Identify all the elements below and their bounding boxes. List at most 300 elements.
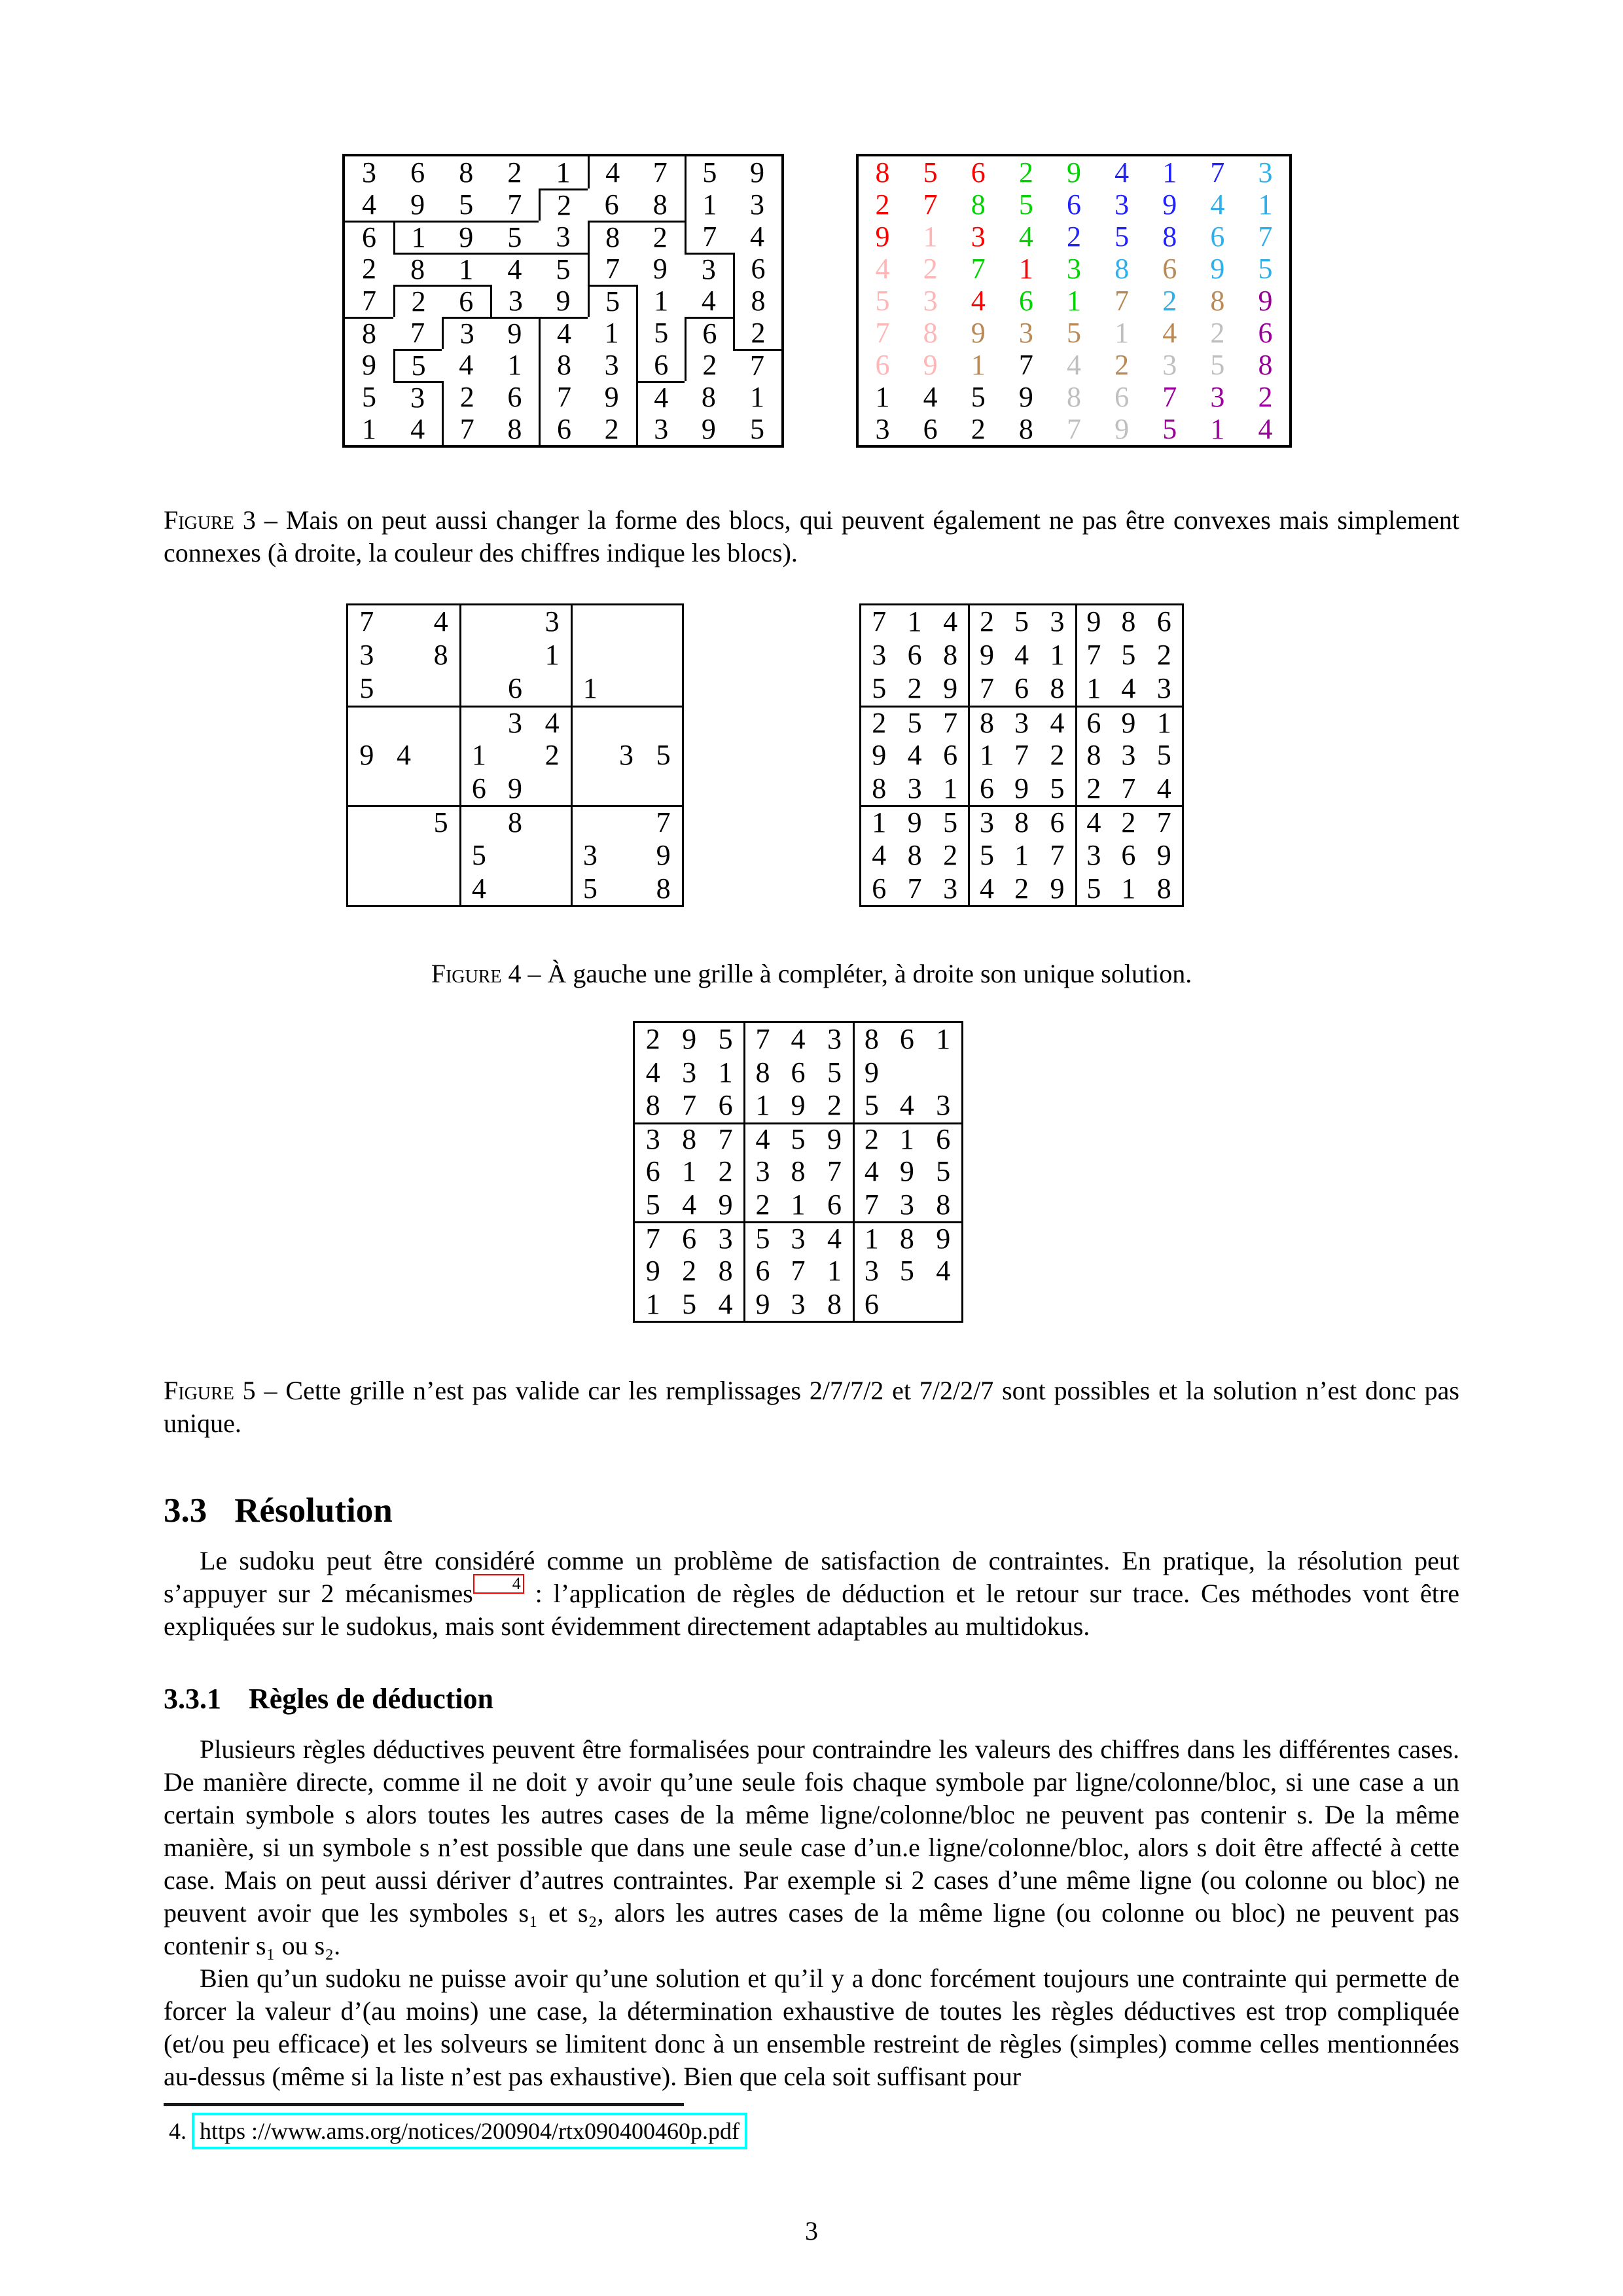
sudoku-cell: 5 [971,380,986,413]
sudoku-cell: 7 [645,805,682,838]
sudoku-cell: 7 [933,706,968,739]
sudoku-cell: 2 [645,1023,660,1056]
sudoku-cell: 9 [442,221,490,253]
sudoku-cell: 1 [507,348,522,381]
sudoku-cell: 5 [780,1122,816,1156]
sudoku-cell: 6 [1115,380,1130,413]
sudoku-cell [608,772,645,805]
footnote-4-link[interactable]: https ://www.ams.org/notices/200904/rtx090400460p.pdf [192,2113,747,2149]
sudoku-cell: 3 [359,639,374,672]
sudoku-cell: 1 [362,412,377,445]
sudoku-cell: 9 [749,156,764,188]
sudoku-cell: 3 [875,412,890,445]
sudoku-cell: 4 [588,156,636,188]
sudoku-cell: 7 [1147,805,1182,838]
sudoku-cell: 7 [707,1122,743,1156]
sudoku-cell: 7 [1050,838,1065,871]
sudoku-cell: 2 [827,1089,842,1122]
figure4-caption-text: À gauche une grille à compléter, à droite son unique solution. [547,959,1192,988]
section-3-3-1-heading [164,1682,493,1715]
sudoku-cell: 4 [396,738,411,771]
sudoku-cell: 1 [861,805,897,838]
sudoku-cell: 8 [968,706,1003,739]
sudoku-cell: 6 [1162,252,1177,285]
sudoku-cell: 1 [1018,252,1033,285]
sudoku-cell [608,872,645,905]
sudoku-cell: 5 [1075,872,1111,905]
figure5-caption-separator: – [264,1376,277,1405]
sudoku-cell: 5 [743,1221,779,1255]
sudoku-cell: 1 [1014,838,1029,871]
sudoku-cell: 6 [1075,706,1111,739]
sudoku-cell: 8 [701,380,716,413]
sudoku-cell: 1 [636,285,685,317]
sudoku-cell: 9 [1162,188,1177,221]
sudoku-cell: 9 [923,348,938,381]
figure3-irregular-blocks-grid [342,154,784,448]
sudoku-cell: 5 [459,838,497,872]
sudoku-cell: 4 [743,1122,779,1156]
sudoku-cell: 9 [604,380,619,413]
sudoku-cell: 5 [645,1189,660,1221]
sudoku-cell [925,1056,961,1090]
sudoku-cell: 6 [733,253,781,285]
sudoku-cell: 5 [1210,348,1225,381]
sudoku-cell: 4 [533,706,571,739]
sudoku-cell: 9 [645,1255,660,1287]
sudoku-cell: 8 [656,872,671,905]
sudoku-cell: 4 [816,1221,852,1255]
sudoku-cell: 3 [853,1255,889,1288]
sudoku-cell: 1 [875,380,890,413]
sudoku-cell: 9 [1210,252,1225,285]
sudoku-cell: 9 [875,220,890,253]
sudoku-cell: 5 [1258,252,1273,285]
sudoku-cell: 1 [827,1255,842,1287]
sudoku-cell: 7 [1115,284,1130,317]
sudoku-cell: 8 [1121,605,1136,638]
sudoku-cell: 8 [1156,872,1171,905]
sudoku-cell [385,872,423,905]
sudoku-cell: 8 [588,221,636,253]
sudoku-cell: 2 [1111,805,1146,838]
sudoku-cell: 8 [1050,672,1065,705]
sudoku-cell [459,672,497,706]
sudoku-cell: 1 [1066,284,1081,317]
sudoku-cell: 9 [490,317,539,349]
sudoku-cell: 8 [907,838,922,871]
sudoku-cell [608,639,645,672]
sudoku-cell: 2 [853,1122,889,1156]
sudoku-cell: 6 [345,221,393,253]
sudoku-cell: 5 [1115,220,1130,253]
footnote-4-number: 4. [169,2118,187,2144]
sudoku-cell: 6 [1018,284,1033,317]
figure5-invalid-grid [633,1021,963,1323]
sudoku-cell [422,672,459,706]
sudoku-cell: 6 [1156,605,1171,638]
sudoku-cell: 3 [1115,188,1130,221]
sudoku-cell [385,805,423,838]
sudoku-cell: 6 [507,672,522,705]
sudoku-cell [459,639,497,672]
sudoku-cell [608,672,645,706]
sudoku-cell [497,739,534,772]
sudoku-cell: 8 [1162,220,1177,253]
sudoku-cell: 6 [1014,672,1029,705]
sudoku-cell: 4 [1162,316,1177,349]
sudoku-cell: 7 [1121,772,1136,804]
paragraph-resolution-text-1: Le sudoku peut être considéré comme un problème de satisfaction de contraintes. En pratique, la résolution peut s’appuyer sur 2 mécanismes [164,1546,1459,1608]
sudoku-cell: 7 [971,252,986,285]
sudoku-cell: 1 [556,156,571,188]
figure4-puzzle-grid [346,603,684,907]
sudoku-cell: 2 [943,838,958,871]
sudoku-cell: 7 [507,188,522,221]
sudoku-cell: 6 [853,1287,889,1321]
sudoku-cell: 6 [1039,805,1075,838]
sudoku-cell: 4 [791,1023,806,1056]
sudoku-cell: 3 [442,317,490,349]
sudoku-cell: 8 [459,156,474,188]
sudoku-cell: 2 [1018,156,1033,188]
sudoku-cell: 3 [907,772,922,804]
sudoku-cell: 3 [571,838,608,872]
sudoku-cell: 7 [682,1089,697,1122]
sudoku-cell [645,706,682,739]
sudoku-cell: 8 [872,772,887,804]
sudoku-cell: 1 [604,316,619,349]
sudoku-cell: 1 [544,639,560,672]
sudoku-cell [385,672,423,706]
sudoku-cell: 2 [1162,284,1177,317]
sudoku-cell: 6 [1121,838,1136,871]
sudoku-cell: 7 [362,284,377,317]
sudoku-cell: 9 [1258,284,1273,317]
paragraph-deduction-rules: Plusieurs règles déductives peuvent être formalisées pour contraindre les valeurs des chiffres dans les différentes cases. De manière directe, comme il ne doit y avoir qu’une seule fois chaque symbole par ligne/colonne/bloc, si une case a un certain symbole s alors toutes les autres cases de la même ligne/colonne/bloc ne peuvent pas contenir s. De la même manière, si un symbole s n’est possible que dans une seule case d’un.e ligne/colonne/bloc, alors s doit être affecté à cette case. Mais on peut aussi dériver d’autres contraintes. Par exemple si 2 cases d’une même ligne (ou colonne ou bloc) ne peuvent avoir que les symboles s₁ et s₂, alors les autres cases de la même ligne (ou colonne ou bloc) ne peuvent pas contenir s₁ ou s₂. [164,1734,1459,1960]
sudoku-cell: 7 [1014,738,1029,771]
sudoku-cell [348,838,385,872]
sudoku-cell: 6 [539,413,587,445]
sudoku-cell: 4 [875,252,890,285]
sudoku-cell: 5 [1162,412,1177,445]
sudoku-cell [497,838,534,872]
sudoku-cell: 8 [345,317,393,349]
sudoku-cell [533,805,571,838]
sudoku-cell: 1 [1147,706,1182,739]
sudoku-cell: 2 [743,1189,779,1222]
sudoku-cell: 3 [936,1089,951,1122]
sudoku-cell [422,739,459,772]
sudoku-cell: 9 [362,348,377,381]
sudoku-cell: 3 [362,156,377,188]
sudoku-cell: 6 [442,285,490,317]
sudoku-cell: 2 [718,1155,733,1188]
sudoku-cell [608,838,645,872]
sudoku-cell: 3 [636,413,685,445]
sudoku-cell: 6 [791,1056,806,1088]
sudoku-cell: 2 [507,156,522,188]
sudoku-cell: 4 [459,872,497,905]
sudoku-cell: 4 [971,284,986,317]
sudoku-cell: 8 [497,805,534,838]
sudoku-cell: 9 [816,1122,852,1156]
sudoku-cell: 2 [1210,316,1225,349]
sudoku-cell: 8 [671,1122,707,1156]
sudoku-cell: 3 [749,188,764,221]
sudoku-cell [645,672,682,706]
sudoku-cell: 5 [933,805,968,838]
sudoku-cell: 9 [359,738,374,771]
sudoku-cell: 9 [853,1056,889,1090]
figure3-caption-separator: – [264,505,277,535]
figure3-caption-label: Figure 3 [164,505,256,535]
sudoku-cell: 2 [1066,220,1081,253]
sudoku-cell: 6 [636,349,685,381]
sudoku-cell: 1 [682,1155,697,1188]
sudoku-cell [497,872,534,905]
sudoku-cell: 9 [701,412,716,445]
sudoku-cell: 3 [556,220,571,253]
sudoku-cell: 8 [1075,739,1111,772]
sudoku-cell: 7 [410,316,425,349]
sudoku-cell: 9 [507,772,522,804]
sudoku-cell: 2 [682,1255,697,1287]
paragraph-resolution [164,1545,1459,1643]
sudoku-cell [459,805,497,838]
sudoku-cell: 7 [968,672,1003,706]
sudoku-cell: 2 [685,349,733,381]
figure4-caption [0,958,1623,990]
sudoku-cell: 3 [1018,316,1033,349]
sudoku-cell [889,1287,925,1321]
sudoku-cell: 8 [875,156,890,188]
sudoku-cell: 6 [459,772,497,805]
sudoku-cell: 8 [791,1155,806,1188]
sudoku-cell: 5 [1156,738,1171,771]
sudoku-cell: 1 [791,1189,806,1221]
sudoku-cell: 3 [604,348,619,381]
sudoku-cell: 5 [636,317,685,349]
sudoku-cell: 3 [872,639,887,672]
sudoku-cell [348,872,385,905]
sudoku-cell: 8 [827,1287,842,1320]
section-3-3-heading [164,1491,393,1530]
sudoku-cell: 8 [507,412,522,445]
sudoku-cell [348,805,385,838]
sudoku-cell: 9 [1014,772,1029,804]
sudoku-cell: 3 [791,1287,806,1320]
sudoku-cell: 7 [853,1189,889,1222]
sudoku-cell: 5 [872,672,887,705]
sudoku-cell: 5 [875,284,890,317]
sudoku-cell: 7 [1162,380,1177,413]
section-3-3-1-number: 3.3.1 [164,1683,221,1715]
sudoku-cell: 2 [968,605,1003,639]
sudoku-cell: 6 [507,380,522,413]
sudoku-cell [385,838,423,872]
sudoku-cell: 5 [656,738,671,771]
sudoku-cell: 1 [571,672,608,706]
section-3-3-1-title: Règles de déduction [249,1683,493,1715]
sudoku-cell: 6 [645,1155,660,1188]
sudoku-cell: 1 [971,348,986,381]
sudoku-cell: 9 [556,284,571,317]
sudoku-cell: 4 [1210,188,1225,221]
sudoku-cell [422,772,459,805]
sudoku-cell: 8 [652,188,668,221]
sudoku-cell: 5 [899,1255,914,1287]
sudoku-cell: 7 [588,253,636,285]
sudoku-cell: 3 [707,1221,743,1255]
sudoku-cell: 5 [393,349,442,381]
figure4-caption-separator: – [527,959,541,988]
sudoku-cell: 4 [1115,156,1130,188]
sudoku-cell: 7 [1258,220,1273,253]
sudoku-cell [645,605,682,639]
sudoku-cell [608,706,645,739]
figure4-solution-grid [859,603,1184,907]
sudoku-cell: 6 [968,772,1003,805]
sudoku-cell: 4 [1258,412,1273,445]
sudoku-cell: 4 [433,605,448,638]
sudoku-cell: 4 [936,1255,951,1287]
sudoku-cell: 5 [1121,639,1136,672]
sudoku-cell: 3 [1066,252,1081,285]
sudoku-cell: 9 [410,188,425,221]
sudoku-cell: 4 [490,253,539,285]
sudoku-cell: 1 [889,1122,925,1156]
sudoku-cell: 4 [968,872,1003,905]
sudoku-cell: 5 [936,1155,951,1188]
sudoku-cell: 5 [359,672,374,705]
sudoku-cell: 8 [936,1189,951,1221]
sudoku-cell: 7 [1066,412,1081,445]
sudoku-cell [348,772,385,805]
sudoku-cell: 3 [1162,348,1177,381]
paragraph-resolution-text-2: : l’application de règles de déduction et le retour sur trace. Ces méthodes vont être expliquées sur le sudokus, mais sont évidemment directement adaptables au multidokus. [164,1579,1459,1641]
sudoku-cell: 3 [1075,838,1111,872]
footnote-4-marker[interactable]: 4 [473,1574,524,1594]
sudoku-cell: 2 [1156,639,1171,672]
sudoku-cell [571,739,608,772]
sudoku-cell: 2 [1014,872,1029,905]
sudoku-cell: 3 [685,253,733,285]
sudoku-cell: 2 [1075,772,1111,805]
sudoku-cell: 8 [923,316,938,349]
sudoku-cell: 5 [1050,772,1065,804]
section-3-3-title: Résolution [234,1492,393,1530]
sudoku-cell: 4 [872,838,887,871]
sudoku-cell [608,805,645,838]
sudoku-cell: 3 [1004,706,1039,739]
sudoku-cell: 2 [875,188,890,221]
sudoku-cell: 4 [362,188,377,221]
figure5-caption [164,1374,1459,1440]
sudoku-cell [608,605,645,639]
sudoku-cell: 2 [861,706,897,739]
sudoku-cell: 7 [1210,156,1225,188]
sudoku-cell: 6 [827,1189,842,1221]
sudoku-cell: 9 [1115,412,1130,445]
sudoku-cell: 1 [743,1089,779,1122]
sudoku-cell: 8 [718,1255,733,1287]
sudoku-cell: 6 [671,1221,707,1255]
sudoku-cell: 4 [1039,706,1075,739]
sudoku-cell: 2 [923,252,938,285]
sudoku-cell: 7 [872,605,887,638]
sudoku-cell: 5 [1014,605,1029,638]
sudoku-cell: 9 [652,252,668,285]
sudoku-cell: 1 [442,253,490,285]
section-3-3-number: 3.3 [164,1492,207,1530]
sudoku-cell: 6 [743,1255,779,1288]
sudoku-cell: 8 [1066,380,1081,413]
sudoku-cell: 4 [1156,772,1171,804]
sudoku-cell [645,639,682,672]
sudoku-cell: 4 [1018,220,1033,253]
sudoku-cell: 1 [923,220,938,253]
sudoku-cell [422,838,459,872]
sudoku-cell: 5 [685,156,733,188]
sudoku-cell: 3 [1258,156,1273,188]
sudoku-cell: 4 [907,738,922,771]
sudoku-cell: 9 [943,672,958,705]
sudoku-cell: 8 [539,349,587,381]
sudoku-cell: 2 [539,188,587,221]
sudoku-cell [385,605,423,639]
sudoku-cell [571,605,608,639]
sudoku-cell: 9 [718,1189,733,1221]
sudoku-cell: 3 [968,805,1003,838]
sudoku-cell: 4 [410,412,425,445]
sudoku-cell: 6 [971,156,986,188]
sudoku-cell [533,772,571,805]
sudoku-cell: 1 [1210,412,1225,445]
sudoku-cell: 8 [393,253,442,285]
sudoku-cell: 7 [743,1023,779,1056]
sudoku-cell [459,706,497,739]
footnote-4 [169,2113,747,2149]
sudoku-cell: 5 [422,805,459,838]
sudoku-cell [889,1056,925,1090]
sudoku-cell: 2 [1115,348,1130,381]
sudoku-cell: 1 [749,380,764,413]
sudoku-cell: 8 [733,285,781,317]
sudoku-cell: 4 [701,284,716,317]
sudoku-cell: 4 [636,381,685,413]
sudoku-cell: 6 [1066,188,1081,221]
sudoku-cell: 3 [943,872,958,905]
sudoku-cell [645,772,682,805]
sudoku-cell: 7 [733,349,781,381]
sudoku-cell: 5 [827,1056,842,1088]
sudoku-cell: 6 [410,156,425,188]
sudoku-cell: 6 [907,639,922,672]
sudoku-cell: 1 [936,1023,951,1056]
sudoku-cell: 7 [652,156,668,188]
figure5-caption-label: Figure 5 [164,1376,256,1405]
sudoku-cell: 9 [1018,380,1033,413]
sudoku-cell: 7 [685,221,733,253]
sudoku-cell [571,772,608,805]
sudoku-cell [533,872,571,905]
sudoku-cell: 1 [459,739,497,772]
sudoku-cell: 2 [362,252,377,285]
sudoku-cell [385,706,423,739]
sudoku-cell: 4 [749,220,764,253]
sudoku-cell: 4 [718,1287,733,1320]
